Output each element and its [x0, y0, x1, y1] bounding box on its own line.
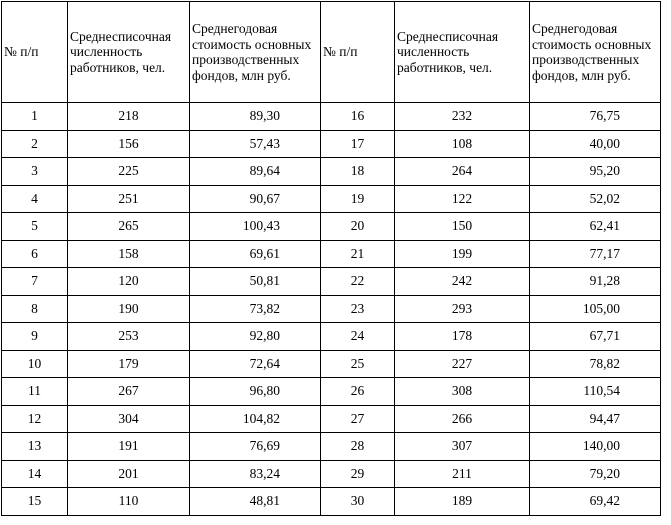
employees-cell: 308 — [395, 378, 530, 406]
assets-cell: 91,28 — [530, 268, 661, 296]
assets-cell: 78,82 — [530, 350, 661, 378]
table-row — [2, 405, 661, 433]
assets-cell: 77,17 — [530, 240, 661, 268]
assets-cell: 79,20 — [530, 460, 661, 488]
assets-cell: 96,80 — [190, 378, 321, 406]
employees-cell: 307 — [395, 433, 530, 461]
table-row — [2, 158, 661, 186]
employees-cell: 199 — [395, 240, 530, 268]
employees-cell: 122 — [395, 185, 530, 213]
header-assets-right: Среднегодовая стоимость основных производственных фондов, млн руб. — [530, 2, 661, 103]
employees-cell: 251 — [68, 185, 190, 213]
row-num-cell: 9 — [2, 323, 68, 351]
row-num-cell: 16 — [321, 103, 395, 131]
row-num-cell: 11 — [2, 378, 68, 406]
employees-cell: 218 — [68, 103, 190, 131]
employees-cell: 266 — [395, 405, 530, 433]
assets-cell: 67,71 — [530, 323, 661, 351]
row-num-cell: 30 — [321, 488, 395, 516]
assets-cell: 73,82 — [190, 295, 321, 323]
table-row — [2, 213, 661, 241]
assets-cell: 90,67 — [190, 185, 321, 213]
row-num-cell: 18 — [321, 158, 395, 186]
employees-cell: 227 — [395, 350, 530, 378]
assets-cell: 50,81 — [190, 268, 321, 296]
table-row — [2, 130, 661, 158]
table-row — [2, 378, 661, 406]
data-table — [1, 1, 661, 516]
employees-cell: 189 — [395, 488, 530, 516]
table-row — [2, 488, 661, 516]
header-row — [2, 2, 661, 103]
assets-cell: 57,43 — [190, 130, 321, 158]
employees-cell: 304 — [68, 405, 190, 433]
employees-cell: 242 — [395, 268, 530, 296]
employees-cell: 120 — [68, 268, 190, 296]
row-num-cell: 10 — [2, 350, 68, 378]
assets-cell: 89,30 — [190, 103, 321, 131]
row-num-cell: 26 — [321, 378, 395, 406]
row-num-cell: 24 — [321, 323, 395, 351]
employees-cell: 225 — [68, 158, 190, 186]
row-num-cell: 15 — [2, 488, 68, 516]
row-num-cell: 20 — [321, 213, 395, 241]
table-row — [2, 295, 661, 323]
row-num-cell: 28 — [321, 433, 395, 461]
employees-cell: 253 — [68, 323, 190, 351]
employees-cell: 232 — [395, 103, 530, 131]
employees-cell: 265 — [68, 213, 190, 241]
table-row — [2, 240, 661, 268]
row-num-cell: 23 — [321, 295, 395, 323]
row-num-cell: 6 — [2, 240, 68, 268]
assets-cell: 76,75 — [530, 103, 661, 131]
table-row — [2, 433, 661, 461]
employees-cell: 190 — [68, 295, 190, 323]
assets-cell: 105,00 — [530, 295, 661, 323]
employees-cell: 178 — [395, 323, 530, 351]
row-num-cell: 8 — [2, 295, 68, 323]
row-num-cell: 22 — [321, 268, 395, 296]
assets-cell: 110,54 — [530, 378, 661, 406]
table-row — [2, 460, 661, 488]
employees-cell: 108 — [395, 130, 530, 158]
employees-cell: 267 — [68, 378, 190, 406]
row-num-cell: 27 — [321, 405, 395, 433]
header-assets-left: Среднегодовая стоимость основных производственных фондов, млн руб. — [190, 2, 321, 103]
employees-cell: 264 — [395, 158, 530, 186]
assets-cell: 76,69 — [190, 433, 321, 461]
assets-cell: 140,00 — [530, 433, 661, 461]
table-row — [2, 350, 661, 378]
table-row — [2, 185, 661, 213]
row-num-cell: 25 — [321, 350, 395, 378]
header-employees-left: Среднесписочная численность работников, чел. — [68, 2, 190, 103]
assets-cell: 104,82 — [190, 405, 321, 433]
table-row — [2, 268, 661, 296]
table-row — [2, 103, 661, 131]
assets-cell: 94,47 — [530, 405, 661, 433]
row-num-cell: 3 — [2, 158, 68, 186]
table-row — [2, 323, 661, 351]
assets-cell: 69,42 — [530, 488, 661, 516]
employees-cell: 191 — [68, 433, 190, 461]
employees-cell: 179 — [68, 350, 190, 378]
employees-cell: 211 — [395, 460, 530, 488]
assets-cell: 100,43 — [190, 213, 321, 241]
assets-cell: 69,61 — [190, 240, 321, 268]
row-num-cell: 21 — [321, 240, 395, 268]
row-num-cell: 4 — [2, 185, 68, 213]
assets-cell: 52,02 — [530, 185, 661, 213]
header-employees-right: Среднесписочная численность работников, чел. — [395, 2, 530, 103]
assets-cell: 89,64 — [190, 158, 321, 186]
employees-cell: 293 — [395, 295, 530, 323]
assets-cell: 48,81 — [190, 488, 321, 516]
assets-cell: 83,24 — [190, 460, 321, 488]
assets-cell: 95,20 — [530, 158, 661, 186]
assets-cell: 92,80 — [190, 323, 321, 351]
row-num-cell: 19 — [321, 185, 395, 213]
row-num-cell: 2 — [2, 130, 68, 158]
employees-cell: 201 — [68, 460, 190, 488]
employees-cell: 110 — [68, 488, 190, 516]
assets-cell: 72,64 — [190, 350, 321, 378]
header-num-right: № п/п — [321, 2, 395, 103]
employees-cell: 150 — [395, 213, 530, 241]
header-num-left: № п/п — [2, 2, 68, 103]
employees-cell: 156 — [68, 130, 190, 158]
assets-cell: 40,00 — [530, 130, 661, 158]
assets-cell: 62,41 — [530, 213, 661, 241]
row-num-cell: 5 — [2, 213, 68, 241]
row-num-cell: 17 — [321, 130, 395, 158]
row-num-cell: 7 — [2, 268, 68, 296]
row-num-cell: 12 — [2, 405, 68, 433]
row-num-cell: 14 — [2, 460, 68, 488]
row-num-cell: 29 — [321, 460, 395, 488]
employees-cell: 158 — [68, 240, 190, 268]
row-num-cell: 1 — [2, 103, 68, 131]
row-num-cell: 13 — [2, 433, 68, 461]
